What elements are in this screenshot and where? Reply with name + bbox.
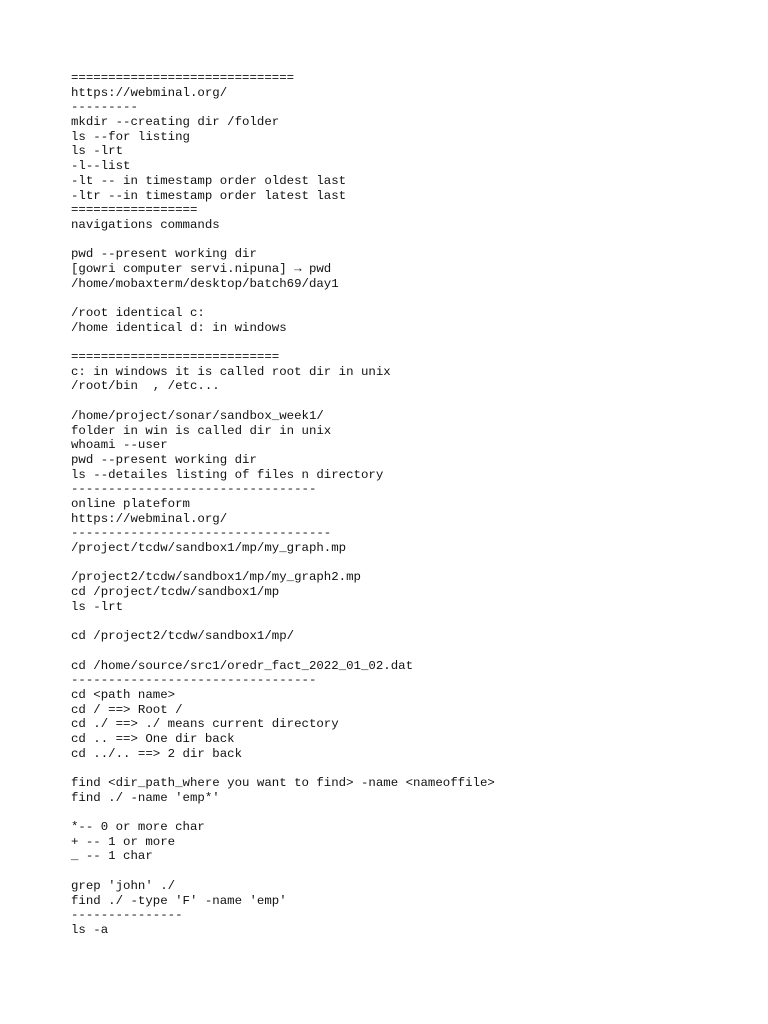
document-line: cd / ==> Root / — [71, 702, 183, 717]
document-line: cd /project2/tcdw/sandbox1/mp/ — [71, 629, 295, 644]
document-line: cd .. ==> One dir back — [71, 731, 235, 746]
document-line: -ltr --in timestamp order latest last — [71, 188, 347, 203]
document-line: /home identical d: in windows — [71, 320, 287, 335]
document-line: --------------------------------- — [71, 482, 317, 497]
document-line: https://webminal.org/ — [71, 85, 228, 100]
document-line: --------------- — [71, 908, 183, 923]
document-line: cd ./ ==> ./ means current directory — [71, 717, 339, 732]
document-line: navigations commands — [71, 217, 220, 232]
document-line: online plateform — [71, 496, 190, 511]
document-line: /root/bin , /etc... — [71, 379, 220, 394]
document-line: whoami --user — [71, 438, 168, 453]
document-line — [71, 614, 751, 629]
document-line: _ -- 1 char — [71, 849, 153, 864]
document-line — [71, 556, 751, 571]
document-line — [71, 761, 751, 776]
document-line — [71, 335, 751, 350]
document-line — [71, 233, 751, 248]
document-line: https://webminal.org/ — [71, 511, 228, 526]
document-line: folder in win is called dir in unix — [71, 423, 332, 438]
document-line: mkdir --creating dir /folder — [71, 115, 280, 130]
document-line: ================= — [71, 203, 198, 218]
document-line: ls -lrt — [71, 144, 124, 159]
document-line: /home/mobaxterm/desktop/batch69/day1 — [71, 276, 339, 291]
document-page — [71, 71, 751, 938]
document-line: /home/project/sonar/sandbox_week1/ — [71, 408, 324, 423]
document-line: /project2/tcdw/sandbox1/mp/my_graph2.mp — [71, 570, 361, 585]
document-line: cd ../.. ==> 2 dir back — [71, 746, 243, 761]
document-line: cd /home/source/src1/oredr_fact_2022_01_02.dat — [71, 658, 414, 673]
document-line: ls --for listing — [71, 129, 190, 144]
document-line: ls -a — [71, 922, 109, 937]
document-line: /project/tcdw/sandbox1/mp/my_graph.mp — [71, 541, 347, 555]
document-line: find ./ -name 'emp*' — [71, 790, 220, 805]
document-line — [71, 394, 751, 409]
document-line: ls -lrt — [71, 599, 124, 614]
document-line: --------------------------------- — [71, 673, 317, 688]
document-line: ----------------------------------- — [71, 526, 332, 541]
document-line: grep 'john' ./ — [71, 878, 176, 893]
document-line: find ./ -type 'F' -name 'emp' — [71, 893, 287, 908]
document-line: c: in windows it is called root dir in unix — [71, 364, 391, 379]
document-line: ============================== — [71, 71, 295, 85]
document-line — [71, 644, 751, 659]
document-line: -lt -- in timestamp order oldest last — [71, 173, 347, 188]
document-line — [71, 864, 751, 879]
document-line: /root identical c: — [71, 306, 205, 320]
document-line: + -- 1 or more — [71, 834, 176, 849]
document-line: ============================ — [71, 350, 280, 365]
document-line: cd <path name> — [71, 687, 176, 702]
document-line: [gowri computer servi.nipuna] → pwd — [71, 261, 332, 276]
document-line: -l--list — [71, 159, 131, 174]
document-line: ls --detailes listing of files n directory — [71, 467, 384, 482]
document-line: cd /project/tcdw/sandbox1/mp — [71, 585, 280, 600]
document-line — [71, 291, 751, 306]
document-line: pwd --present working dir — [71, 247, 257, 262]
document-line: --------- — [71, 100, 138, 115]
document-line: find <dir_path_where you want to find> -name <nameoffile> — [71, 776, 495, 790]
document-line: pwd --present working dir — [71, 452, 257, 467]
document-line: *-- 0 or more char — [71, 820, 205, 835]
document-line — [71, 805, 751, 820]
